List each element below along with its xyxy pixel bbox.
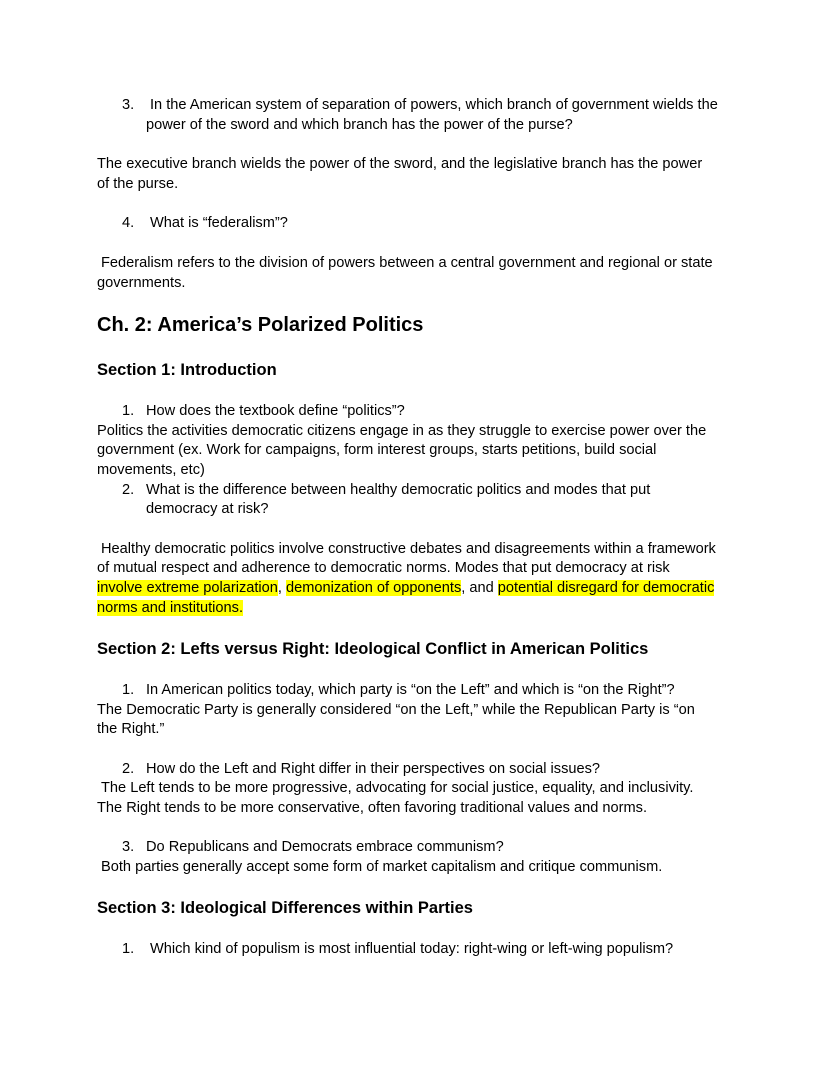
highlighted-text: involve extreme polarization (97, 580, 278, 596)
answer-text: of the purse. (97, 176, 179, 192)
question-text: What is “federalism”? (150, 215, 288, 231)
answer-text: The Right tends to be more conservative, often favoring traditional values and norms. (97, 800, 647, 816)
answer-text: The Democratic Party is generally considered “on the Left,” while the Republican Party is “on (97, 702, 695, 718)
answer-text: movements, etc) (97, 462, 205, 478)
section-heading: Section 3: Ideological Differences within Parties (97, 899, 473, 917)
section-heading: Section 1: Introduction (97, 361, 277, 379)
highlighted-text: norms and institutions. (97, 600, 244, 616)
section-heading: Section 2: Lefts versus Right: Ideological Conflict in American Politics (97, 640, 649, 658)
answer-text: Federalism refers to the division of powers between a central government and regional or state (101, 255, 713, 271)
answer-text: The Left tends to be more progressive, advocating for social justice, equality, and inclusivity. (101, 780, 694, 796)
highlighted-text: potential disregard for democratic (497, 580, 715, 596)
answer-text: the Right.” (97, 721, 165, 737)
answer-text: governments. (97, 275, 186, 291)
highlighted-text: demonization of opponents (286, 580, 462, 596)
question-text: How do the Left and Right differ in their perspectives on social issues? (146, 761, 601, 777)
question-text: Which kind of populism is most influential today: right-wing or left-wing populism? (150, 941, 674, 957)
list-number: 3. (122, 839, 135, 855)
list-number: 2. (122, 482, 135, 498)
answer-text: The executive branch wields the power of the sword, and the legislative branch has the power (97, 156, 703, 172)
question-text: In American politics today, which party is “on the Left” and which is “on the Right”? (146, 682, 675, 698)
answer-text: Healthy democratic politics involve constructive debates and disagreements within a framework (101, 541, 716, 557)
separator-text: , and (461, 580, 498, 596)
question-text: How does the textbook define “politics”? (146, 403, 405, 419)
list-number: 1. (122, 403, 135, 419)
question-text: democracy at risk? (146, 501, 269, 517)
separator-text: , (277, 580, 286, 596)
answer-text-highlighted-line (97, 599, 243, 619)
answer-text: of mutual respect and adherence to democratic norms. Modes that put democracy at risk (97, 560, 670, 576)
question-text: Do Republicans and Democrats embrace communism? (146, 839, 504, 855)
answer-text: Politics the activities democratic citizens engage in as they struggle to exercise power over the (97, 423, 707, 439)
answer-text: government (ex. Work for campaigns, form interest groups, starts petitions, build social (97, 442, 657, 458)
question-text: power of the sword and which branch has the power of the purse? (146, 117, 573, 133)
question-text: In the American system of separation of powers, which branch of government wields the (150, 97, 718, 113)
question-text: What is the difference between healthy democratic politics and modes that put (146, 482, 651, 498)
answer-text: Both parties generally accept some form of market capitalism and critique communism. (101, 859, 663, 875)
chapter-title: Ch. 2: America’s Polarized Politics (97, 314, 424, 336)
list-number: 3. (122, 97, 135, 113)
list-number: 1. (122, 941, 135, 957)
list-number: 1. (122, 682, 135, 698)
list-number: 4. (122, 215, 135, 231)
answer-text-highlighted-line (97, 579, 714, 599)
list-number: 2. (122, 761, 135, 777)
